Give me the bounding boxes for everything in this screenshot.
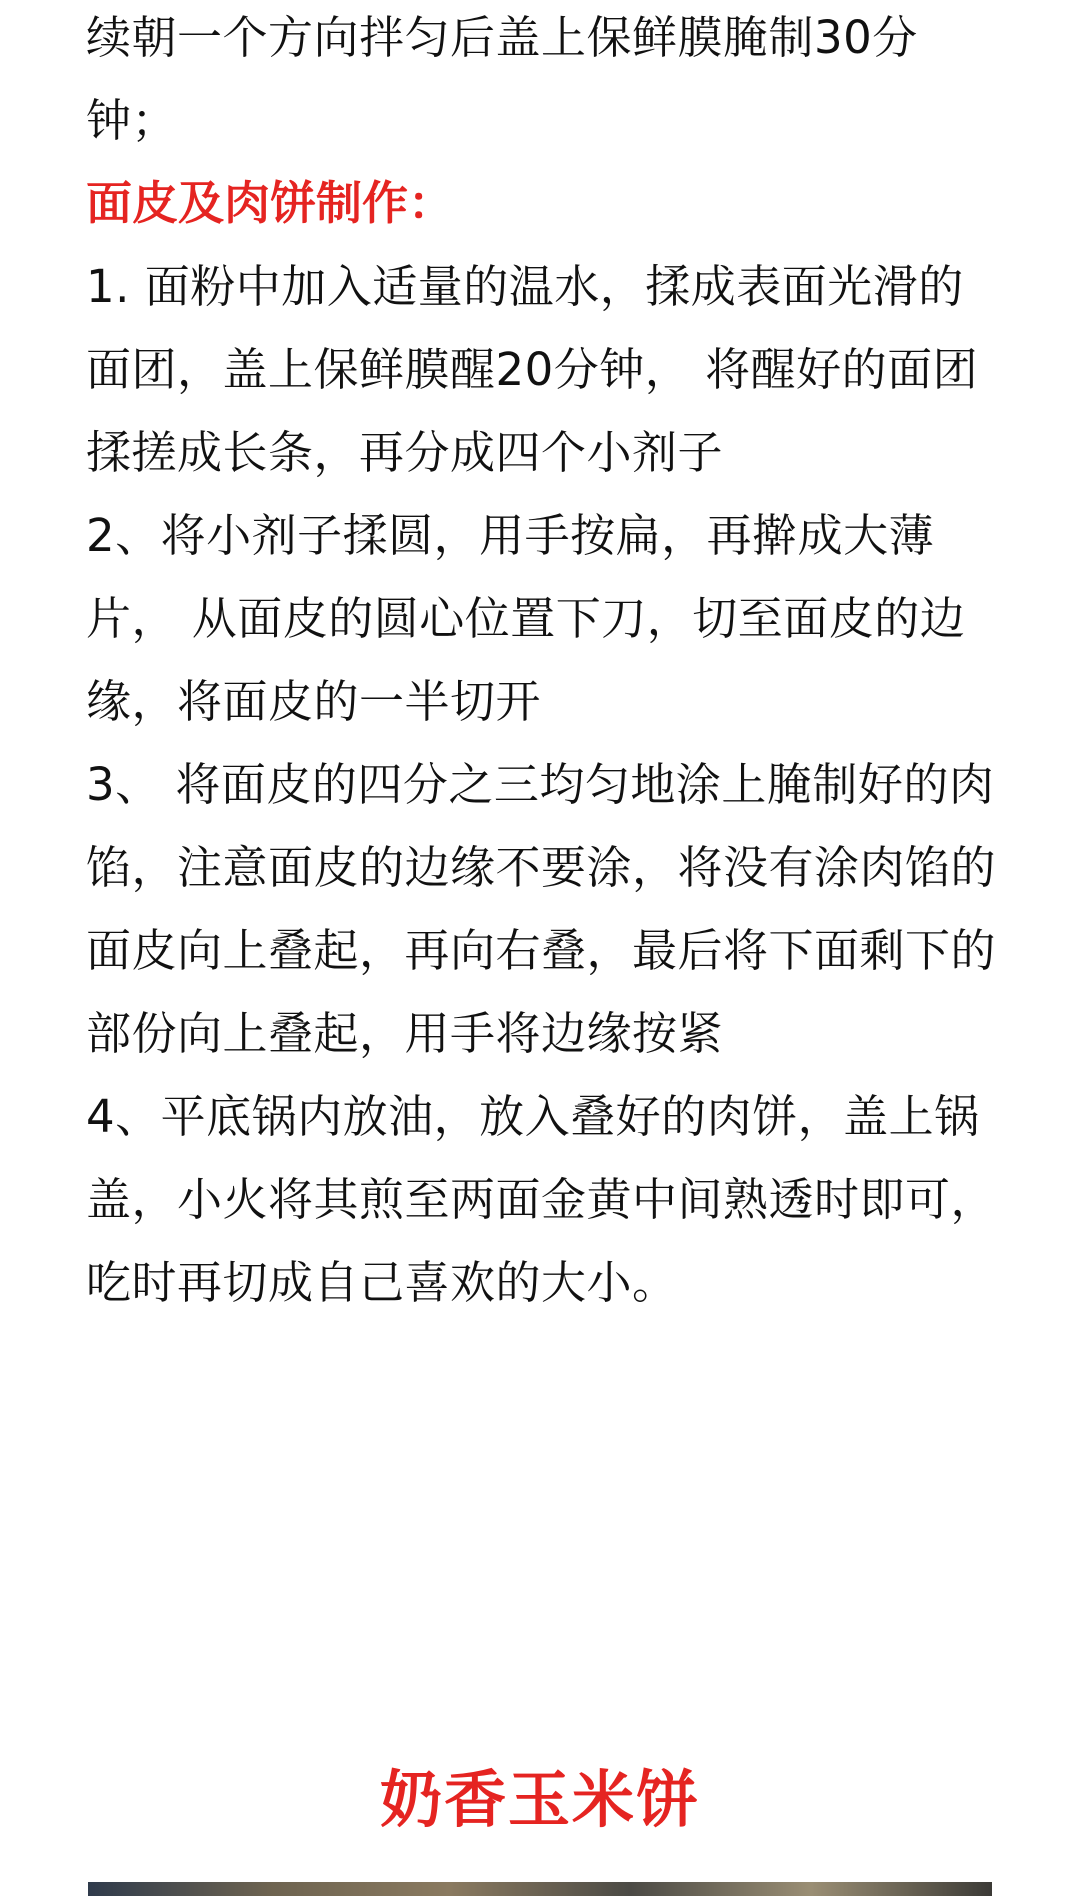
step-3: 3、 将面皮的四分之三均匀地涂上腌制好的肉馅，注意面皮的边缘不要涂，将没有涂肉馅的面皮向上叠起，再向右叠，最后将下面剩下的部份向上叠起，用手将边缘按紧 xyxy=(86,758,997,1060)
article-body xyxy=(86,0,1006,1324)
intro-paragraph: 续朝一个方向拌匀后盖上保鲜膜腌制30分钟； xyxy=(86,11,918,147)
section-heading: 面皮及肉饼制作： xyxy=(86,176,454,230)
step-4: 4、平底锅内放油，放入叠好的肉饼，盖上锅盖，小火将其煎至两面金黄中间熟透时即可，吃时再切成自己喜欢的大小。 xyxy=(86,1090,997,1309)
recipe-photo xyxy=(88,1882,992,1896)
recipe-title: 奶香玉米饼 xyxy=(379,1763,700,1836)
step-1: 1. 面粉中加入适量的温水，揉成表面光滑的面团，盖上保鲜膜醒20分钟， 将醒好的面团揉搓成长条，再分成四个小剂子 xyxy=(86,260,979,479)
step-2: 2、将小剂子揉圆，用手按扁，再擀成大薄片， 从面皮的圆心位置下刀，切至面皮的边缘，将面皮的一半切开 xyxy=(86,509,966,728)
